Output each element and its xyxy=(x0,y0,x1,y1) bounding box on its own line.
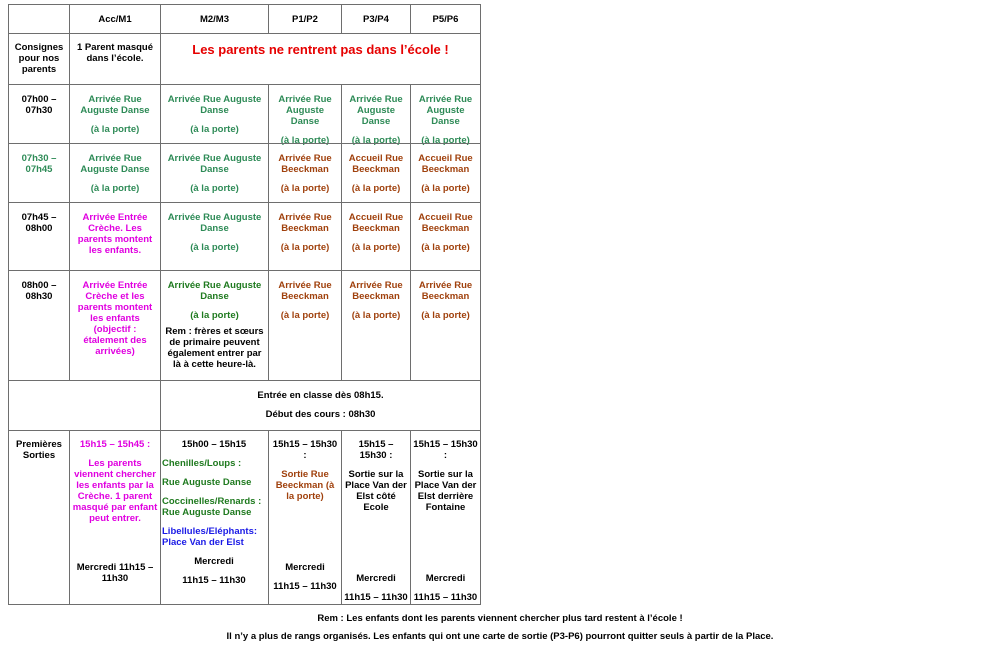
entree-empty-cell xyxy=(8,380,161,431)
entree-line1: Entrée en classe dès 08h15. xyxy=(257,390,384,401)
sorties-acc-m1 xyxy=(69,430,161,605)
door-text: (à la porte) xyxy=(280,183,330,194)
entree-info xyxy=(160,380,481,431)
door-text: (à la porte) xyxy=(421,135,470,146)
header-p5-p6: P5/P6 xyxy=(410,4,481,34)
wednesday-text: Mercredi xyxy=(356,573,396,584)
r0730-m2-m3 xyxy=(160,143,269,203)
wednesday-text: Mercredi xyxy=(285,562,325,573)
door-text: (à la porte) xyxy=(190,183,239,194)
r0800-p5-p6 xyxy=(410,270,481,381)
sortie-time: 15h00 – 15h15 xyxy=(181,439,247,450)
sorties-p1-p2 xyxy=(268,430,342,605)
r0745-m2-m3 xyxy=(160,202,269,271)
door-text: (à la porte) xyxy=(421,310,470,321)
door-text: (à la porte) xyxy=(351,310,401,321)
r0730-p3-p4 xyxy=(341,143,411,203)
arrival-text: Arrivée Rue Beeckman xyxy=(418,280,473,302)
r0745-p3-p4 xyxy=(341,202,411,271)
door-text: (à la porte) xyxy=(90,183,140,194)
door-text: (à la porte) xyxy=(190,310,239,321)
group-chenilles-place: Rue Auguste Danse xyxy=(162,477,252,488)
arrival-text: Arrivée Rue Beeckman xyxy=(278,212,332,234)
time-0730: 07h30 – 07h45 xyxy=(8,143,70,203)
sortie-time: 15h15 – 15h45 : xyxy=(79,439,151,450)
r0700-p5-p6 xyxy=(410,84,481,144)
r0730-p1-p2 xyxy=(268,143,342,203)
door-text: (à la porte) xyxy=(421,242,470,253)
welcome-text: Accueil Rue Beeckman xyxy=(418,212,473,234)
r0800-p3-p4 xyxy=(341,270,411,381)
consignes-label: Consignes pour nos parents xyxy=(8,33,70,85)
sortie-text: Les parents viennent chercher les enfants par la Crèche. 1 parent masqué par enfant peut entrer. xyxy=(72,458,158,524)
entree-line2: Début des cours : 08h30 xyxy=(265,409,376,420)
r0700-acc-m1 xyxy=(69,84,161,144)
header-acc-m1: Acc/M1 xyxy=(69,4,161,34)
arrival-text: Arrivée Rue Beeckman xyxy=(278,280,332,302)
sortie-time: 15h15 – 15h30 : xyxy=(358,439,394,461)
sortie-text: Sortie sur la Place Van der Elst côté Ecole xyxy=(345,469,407,513)
r0745-p5-p6 xyxy=(410,202,481,271)
note-rangs: Il n’y a plus de rangs organisés. Les enfants qui ont une carte de sortie (P3-P6) pourront quitter seuls à partir de la Place. xyxy=(226,631,774,642)
arrival-text: Arrivée Rue Auguste Danse xyxy=(80,94,150,116)
r0745-p1-p2 xyxy=(268,202,342,271)
door-text: (à la porte) xyxy=(351,183,401,194)
sorties-p3-p4 xyxy=(341,430,411,605)
door-text: (à la porte) xyxy=(280,135,330,146)
wednesday-text: Mercredi xyxy=(194,556,234,567)
door-text: (à la porte) xyxy=(421,183,470,194)
note-rem: Rem : Les enfants dont les parents viennent chercher plus tard restent à l’école ! xyxy=(317,613,683,624)
sorties-m2-m3 xyxy=(160,430,269,605)
header-empty-cell xyxy=(8,4,70,34)
group-chenilles-label: Chenilles/Loups : xyxy=(162,458,242,469)
arrival-text: Arrivée Rue Auguste Danse xyxy=(278,94,332,127)
r0700-m2-m3 xyxy=(160,84,269,144)
door-text: (à la porte) xyxy=(351,135,401,146)
r0800-m2-m3 xyxy=(160,270,269,381)
welcome-text: Accueil Rue Beeckman xyxy=(348,212,404,234)
door-text: (à la porte) xyxy=(280,310,330,321)
group-coccinelles-label: Coccinelles/Renards : xyxy=(162,496,262,507)
arrival-text: Arrivée Rue Auguste Danse xyxy=(167,94,262,116)
r0730-p5-p6 xyxy=(410,143,481,203)
header-p1-p2: P1/P2 xyxy=(268,4,342,34)
wednesday-time: 11h15 – 11h30 xyxy=(413,592,478,603)
arrival-text: Arrivée Rue Beeckman xyxy=(349,280,403,302)
header-p3-p4: P3/P4 xyxy=(341,4,411,34)
wednesday-text: Mercredi xyxy=(425,573,466,584)
door-text: (à la porte) xyxy=(190,242,239,253)
arrival-text: Arrivée Rue Auguste Danse xyxy=(167,280,262,302)
welcome-text: Accueil Rue Beeckman xyxy=(348,153,404,175)
wednesday-time: 11h15 – 11h30 xyxy=(344,592,408,603)
header-m2-m3: M2/M3 xyxy=(160,4,269,34)
r0800-p1-p2 xyxy=(268,270,342,381)
r0700-p1-p2 xyxy=(268,84,342,144)
arrival-text: Arrivée Rue Beeckman xyxy=(278,153,332,175)
group-libellules-label: Libellules/Eléphants: xyxy=(162,526,258,537)
time-0700: 07h00 – 07h30 xyxy=(8,84,70,144)
sortie-text: Sortie sur la Place Van der Elst derrière Fontaine xyxy=(414,469,477,513)
door-text: (à la porte) xyxy=(90,124,140,135)
wednesday-time: 11h15 – 11h30 xyxy=(273,581,337,592)
arrival-text: Arrivée Rue Auguste Danse xyxy=(349,94,403,127)
arrival-text: Arrivée Rue Auguste Danse xyxy=(80,153,150,175)
group-libellules-place: Place Van der Elst xyxy=(162,537,244,548)
time-0800: 08h00 – 08h30 xyxy=(8,270,70,381)
consignes-parents-notice: Les parents ne rentrent pas dans l’école ! xyxy=(160,33,481,85)
sortie-time: 15h15 – 15h30 : xyxy=(272,439,338,461)
r0730-acc-m1 xyxy=(69,143,161,203)
door-text: (à la porte) xyxy=(190,124,239,135)
door-text: (à la porte) xyxy=(351,242,401,253)
consignes-acc-m1: 1 Parent masqué dans l’école. xyxy=(69,33,161,85)
welcome-text: Accueil Rue Beeckman xyxy=(418,153,473,175)
r0745-acc-m1: Arrivée Entrée Crèche. Les parents montent les enfants. xyxy=(69,202,161,271)
siblings-remark: Rem : frères et sœurs de primaire peuvent également entrer par là à cette heure-là. xyxy=(165,326,264,370)
arrival-text: Arrivée Rue Auguste Danse xyxy=(167,212,262,234)
group-coccinelles-place: Rue Auguste Danse xyxy=(162,507,252,518)
wednesday-text: Mercredi 11h15 – 11h30 xyxy=(76,562,154,584)
time-0745: 07h45 – 08h00 xyxy=(8,202,70,271)
wednesday-time: 11h15 – 11h30 xyxy=(182,575,246,586)
r0700-p3-p4 xyxy=(341,84,411,144)
arrival-text: Arrivée Rue Auguste Danse xyxy=(167,153,262,175)
sortie-text: Sortie Rue Beeckman (à la porte) xyxy=(275,469,335,502)
sorties-p5-p6 xyxy=(410,430,481,605)
sortie-time: 15h15 – 15h30 : xyxy=(413,439,478,461)
arrival-text: Arrivée Rue Auguste Danse xyxy=(418,94,473,127)
door-text: (à la porte) xyxy=(280,242,330,253)
sorties-label: Premières Sorties xyxy=(8,430,70,605)
r0800-acc-m1: Arrivée Entrée Crèche et les parents montent les enfants (objectif : étalement des arrivées) xyxy=(69,270,161,381)
